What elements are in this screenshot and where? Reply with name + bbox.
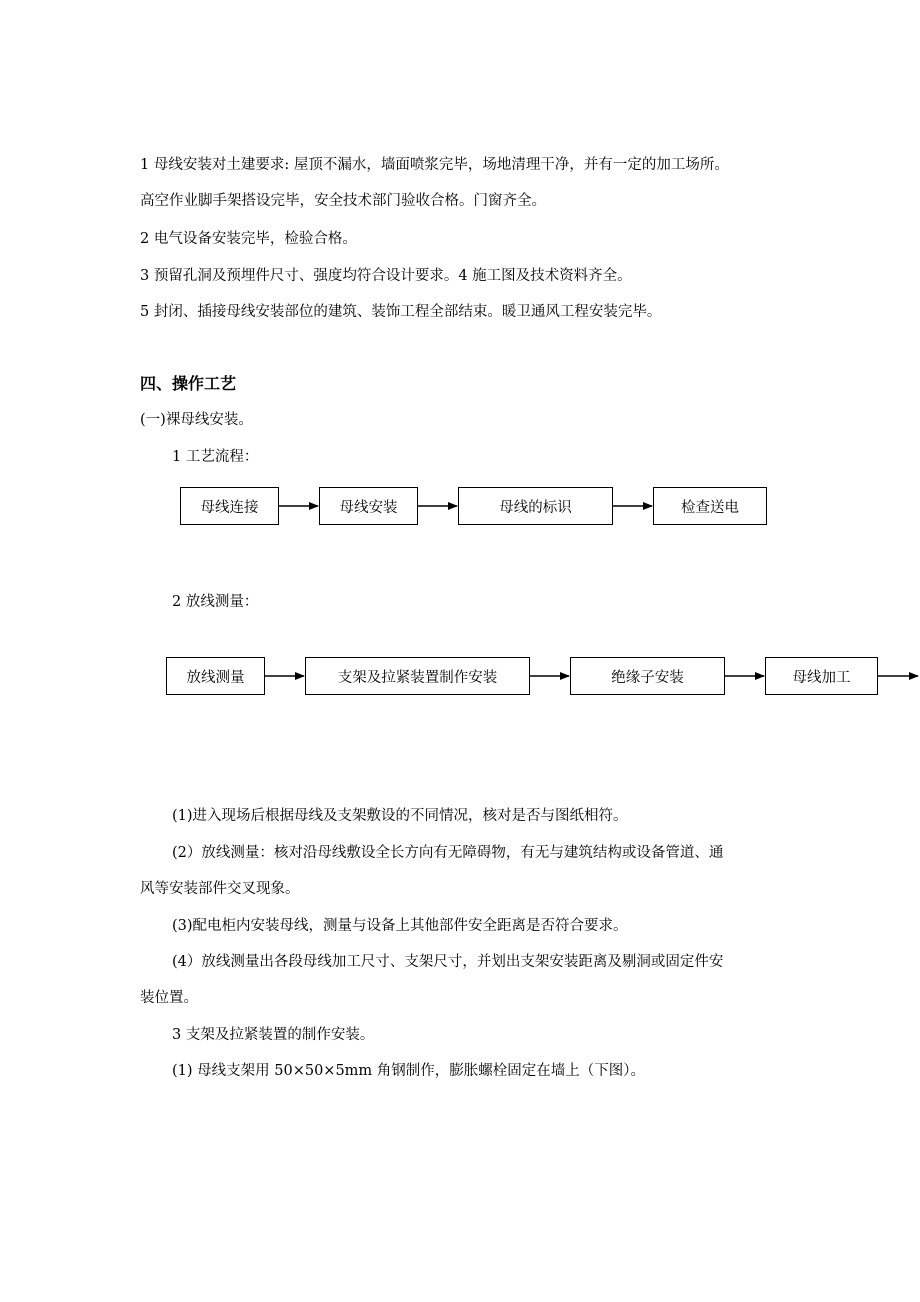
- requirement-line-2: 高空作业脚手架搭设完毕，安全技术部门验收合格。门窗齐全。: [140, 193, 546, 209]
- survey-item-4b: 装位置。: [140, 990, 198, 1006]
- survey-item-1: (1)进入现场后根据母线及支架敷设的不同情况，核对是否与图纸相符。: [172, 808, 628, 824]
- flow2-step-3: 绝缘子安装: [570, 657, 725, 695]
- flow1-step-1: 母线连接: [180, 487, 279, 525]
- subsection-title: (一)裸母线安装。: [140, 412, 253, 428]
- flow2-step-2: 支架及拉紧装置制作安装: [305, 657, 530, 695]
- requirement-line-3: 2 电气设备安装完毕，检验合格。: [140, 231, 357, 247]
- survey-item-2b: 风等安装部件交叉现象。: [140, 881, 300, 897]
- bracket-title: 3 支架及拉紧装置的制作安装。: [172, 1027, 375, 1043]
- flow1-step-2: 母线安装: [319, 487, 418, 525]
- bracket-item-1: (1) 母线支架用 50×50×5mm 角钢制作，膨胀螺栓固定在墙上（下图）。: [172, 1063, 646, 1079]
- section-title: 四、操作工艺: [140, 374, 237, 393]
- flow1-label: 1 工艺流程：: [172, 449, 259, 465]
- requirement-line-1: 1 母线安装对土建要求: 屋顶不漏水，墙面喷浆完毕，场地清理干净，并有一定的加工场所。: [140, 157, 729, 173]
- flow2-step-1: 放线测量: [166, 657, 265, 695]
- requirement-line-4: 3 预留孔洞及预埋件尺寸、强度均符合设计要求。4 施工图及技术资料齐全。: [140, 268, 632, 284]
- flow2-label: 2 放线测量：: [172, 594, 259, 610]
- flow2-step-4: 母线加工: [765, 657, 878, 695]
- flow1-step-3: 母线的标识: [458, 487, 613, 525]
- flow1-step-4: 检查送电: [653, 487, 767, 525]
- requirement-line-5: 5 封闭、插接母线安装部位的建筑、装饰工程全部结束。暖卫通风工程安装完毕。: [140, 304, 662, 320]
- survey-item-4a: (4）放线测量出各段母线加工尺寸、支架尺寸，并划出支架安装距离及剔洞或固定件安: [172, 954, 724, 970]
- survey-item-2a: (2）放线测量：核对沿母线敷设全长方向有无障碍物，有无与建筑结构或设备管道、通: [172, 845, 724, 861]
- survey-item-3: (3)配电柜内安装母线，测量与设备上其他部件安全距离是否符合要求。: [172, 918, 628, 934]
